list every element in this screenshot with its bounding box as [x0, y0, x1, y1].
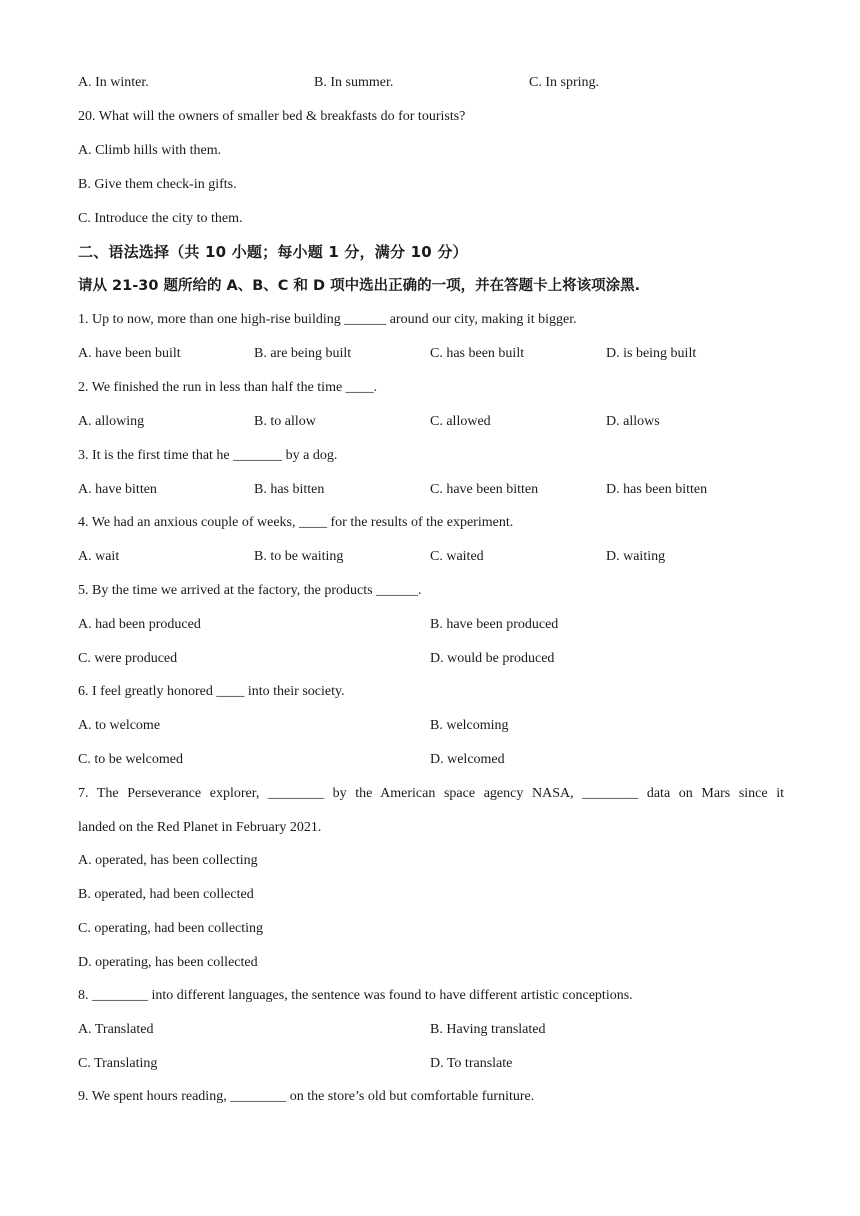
question-5-option-d: D. would be produced [430, 651, 555, 666]
q20-option-b: B. Give them check-in gifts. [78, 177, 237, 192]
question-3-option-a: A. have bitten [78, 482, 157, 497]
q20-option-c: C. Introduce the city to them. [78, 211, 243, 226]
question-5-stem: 5. By the time we arrived at the factory, the products ______. [78, 583, 422, 598]
question-3-option-b: B. has bitten [254, 482, 325, 497]
question-5-option-a: A. had been produced [78, 617, 201, 632]
question-6-option-c: C. to be welcomed [78, 752, 183, 767]
question-2-option-b: B. to allow [254, 414, 316, 429]
section-instruction: 请从 21-30 题所给的 A、B、C 和 D 项中选出正确的一项，并在答题卡上将该项涂黑. [78, 278, 641, 294]
question-5-option-b: B. have been produced [430, 617, 559, 632]
q20-stem: 20. What will the owners of smaller bed & breakfasts do for tourists? [78, 109, 466, 124]
question-4-option-c: C. waited [430, 549, 484, 564]
q20-option-a: A. Climb hills with them. [78, 143, 222, 158]
question-2-option-c: C. allowed [430, 414, 491, 429]
question-8-option-a: A. Translated [78, 1022, 154, 1037]
question-4-option-a: A. wait [78, 549, 120, 564]
question-6-option-d: D. welcomed [430, 752, 505, 767]
question-7-option-c: C. operating, had been collecting [78, 921, 264, 936]
question-3-stem: 3. It is the first time that he _______ by a dog. [78, 448, 338, 463]
question-1-option-b: B. are being built [254, 346, 352, 361]
question-6-stem: 6. I feel greatly honored ____ into their society. [78, 684, 345, 699]
q19-option-c: C. In spring. [529, 75, 599, 90]
question-2-option-d: D. allows [606, 414, 660, 429]
question-7-option-d: D. operating, has been collected [78, 955, 258, 970]
question-8-option-c: C. Translating [78, 1056, 158, 1071]
question-4-stem: 4. We had an anxious couple of weeks, ____ for the results of the experiment. [78, 515, 514, 530]
question-5-option-c: C. were produced [78, 651, 178, 666]
question-8-option-b: B. Having translated [430, 1022, 546, 1037]
question-3-option-d: D. has been bitten [606, 482, 708, 497]
question-1-option-d: D. is being built [606, 346, 697, 361]
question-7-option-a: A. operated, has been collecting [78, 853, 258, 868]
question-1-stem: 1. Up to now, more than one high-rise building ______ around our city, making it bigger. [78, 312, 577, 327]
q19-option-a: A. In winter. [78, 75, 149, 90]
question-9-stem: 9. We spent hours reading, ________ on the store’s old but comfortable furniture. [78, 1089, 535, 1104]
question-3-option-c: C. have been bitten [430, 482, 539, 497]
question-2-stem: 2. We finished the run in less than half the time ____. [78, 380, 378, 395]
question-4-option-b: B. to be waiting [254, 549, 344, 564]
question-1-option-a: A. have been built [78, 346, 181, 361]
question-7-option-b: B. operated, had been collected [78, 887, 254, 902]
question-1-option-c: C. has been built [430, 346, 525, 361]
q19-option-b: B. In summer. [314, 75, 394, 90]
question-6-option-b: B. welcoming [430, 718, 509, 733]
question-7-stem-line-1: 7. The Perseverance explorer, ________ by the American space agency NASA, ________ data on Mars since it [78, 786, 784, 801]
section-title: 二、语法选择（共 10 小题；每小题 1 分，满分 10 分） [78, 243, 468, 261]
question-8-stem: 8. ________ into different languages, the sentence was found to have different artistic conceptions. [78, 988, 633, 1003]
question-8-option-d: D. To translate [430, 1056, 513, 1071]
question-6-option-a: A. to welcome [78, 718, 161, 733]
question-4-option-d: D. waiting [606, 549, 666, 564]
question-2-option-a: A. allowing [78, 414, 145, 429]
question-7-stem-line-2: landed on the Red Planet in February 2021. [78, 820, 322, 835]
